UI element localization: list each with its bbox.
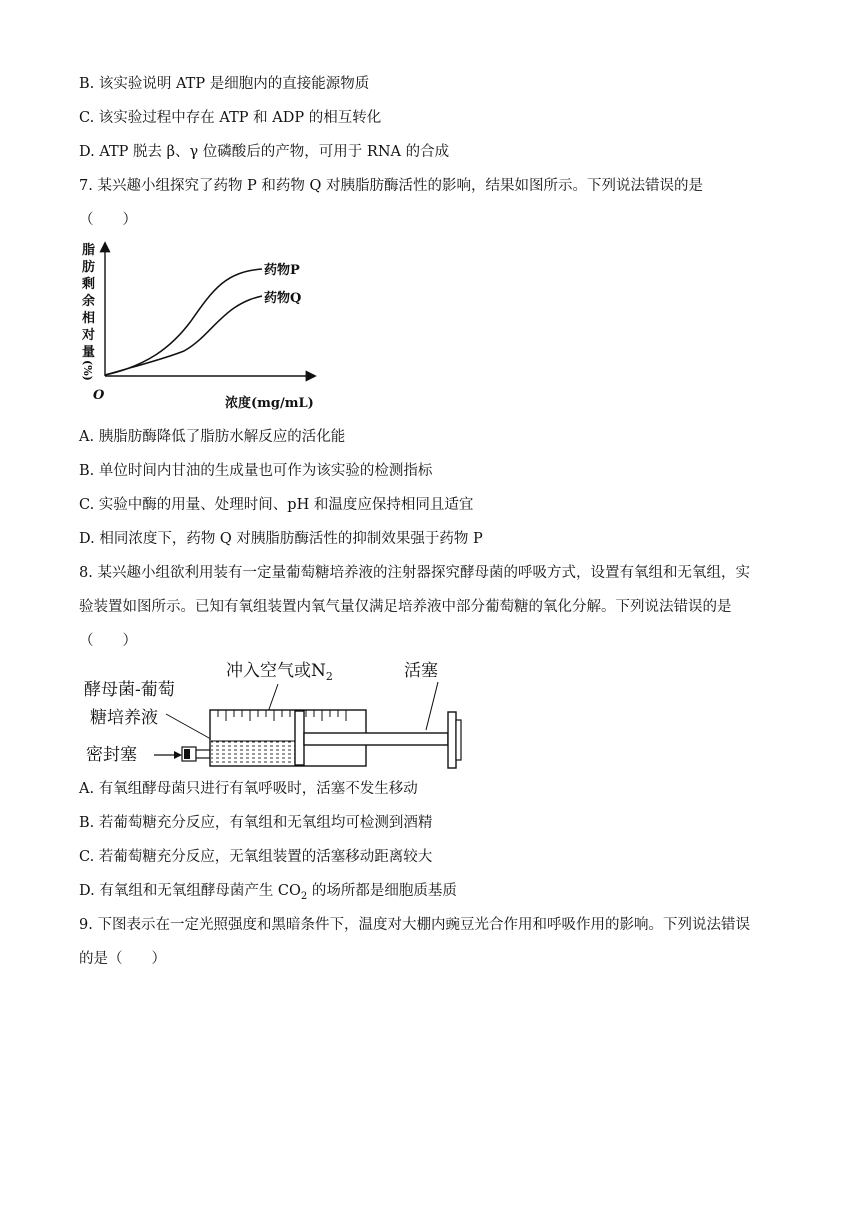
q9-stem-line-1: 9. 下图表示在一定光照强度和黑暗条件下，温度对大棚内豌豆光合作用和呼吸作用的影响。下列说法错误 [79, 917, 750, 933]
q8-plunger-rod [304, 733, 448, 745]
q8-culture-liquid [211, 741, 295, 765]
q7-y-label-char: 量 [82, 345, 96, 360]
q7-curve-drug-q [105, 296, 262, 375]
q7-stem: 7. 某兴趣小组探究了药物 P 和药物 Q 对胰脂肪酶活性的影响，结果如图所示。下列说法错误的是 [79, 178, 704, 194]
q8-yeast-label-2: 糖培养液 [90, 708, 158, 728]
q6-option-c: C. 该实验过程中存在 ATP 和 ADP 的相互转化 [79, 110, 382, 126]
q7-y-label-char: 脂 [82, 243, 96, 258]
q8-stopper-arrowhead [174, 751, 182, 759]
q8-plunger-handle [448, 712, 456, 768]
q8-piston-label: 活塞 [404, 661, 438, 681]
q8-seal-stopper-fill [184, 749, 190, 759]
q8-air-label: 冲入空气或$N_2$ [226, 661, 333, 683]
q8-yeast-label-1: 酵母菌-葡萄 [84, 680, 175, 700]
q6-option-b: B. 该实验说明 ATP 是细胞内的直接能源物质 [79, 76, 370, 92]
q7-option-b: B. 单位时间内甘油的生成量也可作为该实验的检测指标 [79, 463, 433, 479]
q7-option-c: C. 实验中酶的用量、处理时间、pH 和温度应保持相同且适宜 [79, 497, 474, 513]
q7-y-label-unit: (%) [81, 360, 94, 381]
q8-option-d [79, 881, 457, 907]
q8-stem-line-2: 验装置如图所示。已知有氧组装置内氧气量仅满足培养液中部分葡萄糖的氧化分解。下列说法错误的是 [79, 599, 732, 615]
q7-curve-q-label: 药物Q [264, 291, 302, 306]
q8-plunger-cap [456, 720, 461, 760]
q8-option-c: C. 若葡萄糖充分反应，无氧组装置的活塞移动距离较大 [79, 849, 433, 865]
q7-y-label-char: 肪 [82, 260, 96, 275]
q9-stem-line-2: 的是（ ） [79, 951, 166, 967]
q7-y-label-char: 相 [82, 311, 96, 326]
q8-option-d-sub: 2 [300, 890, 308, 902]
q7-figure-graph [76, 236, 336, 416]
q8-stopper-label: 密封塞 [86, 745, 137, 765]
q7-x-label: 浓度(mg/mL) [225, 396, 314, 411]
q8-figure-syringe [78, 652, 478, 776]
q8-option-d-pre: D. 有氧组和无氧组酵母菌产生 CO [79, 883, 301, 899]
q8-option-a: A. 有氧组酵母菌只进行有氧呼吸时，活塞不发生移动 [79, 781, 418, 797]
q8-piston-pointer [426, 682, 438, 730]
q8-option-d-post: 的场所都是细胞质基质 [307, 883, 457, 899]
q7-answer-blank: （ ） [79, 212, 137, 228]
q7-curve-drug-p [105, 269, 262, 375]
q7-option-a: A. 胰脂肪酶降低了脂肪水解反应的活化能 [79, 429, 346, 445]
q8-plunger-head [295, 711, 304, 765]
q7-y-label-char: 对 [82, 328, 96, 343]
q8-option-b: B. 若葡萄糖充分反应，有氧组和无氧组均可检测到酒精 [79, 815, 433, 831]
q8-stem-line-1: 8. 某兴趣小组欲利用装有一定量葡萄糖培养液的注射器探究酵母菌的呼吸方式，设置有氧组和无氧组，实 [79, 565, 750, 581]
q7-option-d: D. 相同浓度下，药物 Q 对胰脂肪酶活性的抑制效果强于药物 P [79, 531, 483, 547]
q7-origin-label: O [93, 388, 105, 403]
q8-nozzle [196, 750, 210, 758]
q7-curve-p-label: 药物P [264, 263, 300, 278]
q8-answer-blank: （ ） [79, 633, 137, 649]
q7-y-label-char: 余 [82, 294, 96, 309]
q7-y-label-char: 剩 [82, 277, 96, 292]
q6-option-d: D. ATP 脱去 β、γ 位磷酸后的产物，可用于 RNA 的合成 [79, 144, 450, 160]
